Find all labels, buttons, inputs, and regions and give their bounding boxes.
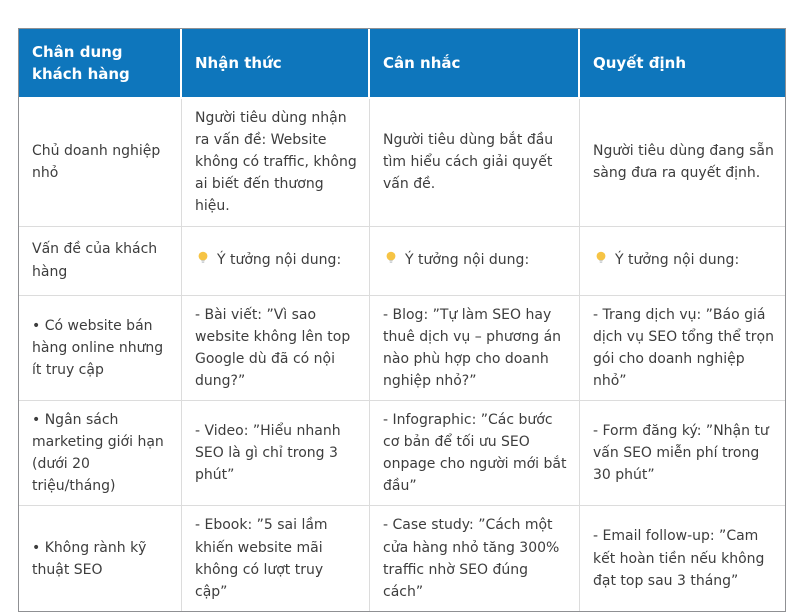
cell-text: Người tiêu dùng nhận ra vấn đề: Website không có traffic, không ai biết đến thương hiệu. <box>195 110 357 215</box>
lightbulb-icon <box>195 250 211 267</box>
cell-consideration-content <box>370 506 580 610</box>
header-awareness <box>182 29 370 99</box>
cell-text: Ý tưởng nội dung: <box>405 252 530 269</box>
cell-consideration-content <box>370 296 580 401</box>
cell-awareness-stage <box>182 99 370 227</box>
cell-decision-content <box>580 401 785 506</box>
header-label: Nhận thức <box>195 53 282 72</box>
cell-content-idea <box>580 227 785 296</box>
cell-decision-content <box>580 506 785 610</box>
header-decision <box>580 29 785 99</box>
header-row <box>19 29 785 99</box>
cell-text: - Email follow-up: ”Cam kết hoàn tiền nếu không đạt top sau 3 tháng” <box>593 528 765 589</box>
header-label: Chân dung khách hàng <box>32 42 130 83</box>
cell-persona <box>19 99 182 227</box>
cell-pain-point <box>19 506 182 610</box>
header-consideration <box>370 29 580 99</box>
cell-pain-point <box>19 296 182 401</box>
table-row <box>19 401 785 506</box>
cell-text: Người tiêu dùng đang sẵn sàng đưa ra quyết định. <box>593 143 774 182</box>
cell-text: Ý tưởng nội dung: <box>615 252 740 269</box>
cell-text: Vấn đề của khách hàng <box>32 241 158 280</box>
cell-content-idea <box>182 227 370 296</box>
cell-text: • Ngân sách marketing giới hạn (dưới 20 triệu/tháng) <box>32 411 164 495</box>
table-row <box>19 99 785 227</box>
cell-pain-point <box>19 401 182 506</box>
cell-text: - Ebook: ”5 sai lầm khiến website mãi không có lượt truy cập” <box>195 517 328 600</box>
cell-text: - Video: ”Hiểu nhanh SEO là gì chỉ trong 3 phút” <box>195 423 341 484</box>
customer-journey-table <box>18 28 786 612</box>
cell-text: - Blog: ”Tự làm SEO hay thuê dịch vụ – phương án nào phù hợp cho doanh nghiệp nhỏ?” <box>383 306 562 389</box>
header-label: Quyết định <box>593 53 687 72</box>
cell-text: Người tiêu dùng bắt đầu tìm hiểu cách giải quyết vấn đề. <box>383 132 554 193</box>
customer-journey-table-container <box>18 28 786 612</box>
cell-awareness-content <box>182 296 370 401</box>
cell-text: • Có website bán hàng online nhưng ít truy cập <box>32 317 164 378</box>
cell-consideration-stage <box>370 99 580 227</box>
table-row <box>19 227 785 296</box>
header-persona <box>19 29 182 99</box>
cell-text: Chủ doanh nghiệp nhỏ <box>32 143 161 182</box>
lightbulb-icon <box>593 250 609 267</box>
lightbulb-icon <box>383 250 399 267</box>
cell-awareness-content <box>182 506 370 610</box>
cell-text: - Case study: ”Cách một cửa hàng nhỏ tăng 300% traffic nhờ SEO đúng cách” <box>383 517 560 600</box>
cell-customer-problem-label <box>19 227 182 296</box>
cell-text: - Trang dịch vụ: ”Báo giá dịch vụ SEO tổng thể trọn gói cho doanh nghiệp nhỏ” <box>593 306 774 389</box>
cell-text: Ý tưởng nội dung: <box>217 252 342 269</box>
header-label: Cân nhắc <box>383 53 461 72</box>
table-row <box>19 296 785 401</box>
cell-consideration-content <box>370 401 580 506</box>
table-row <box>19 506 785 610</box>
cell-text: - Infographic: ”Các bước cơ bản để tối ưu SEO onpage cho người mới bắt đầu” <box>383 411 567 495</box>
cell-text: • Không rành kỹ thuật SEO <box>32 539 147 578</box>
cell-text: - Bài viết: ”Vì sao website không lên top Google dù đã có nội dung?” <box>195 306 351 389</box>
cell-decision-stage <box>580 99 785 227</box>
cell-content-idea <box>370 227 580 296</box>
cell-awareness-content <box>182 401 370 506</box>
cell-decision-content <box>580 296 785 401</box>
cell-text: - Form đăng ký: ”Nhận tư vấn SEO miễn phí trong 30 phút” <box>593 423 769 484</box>
